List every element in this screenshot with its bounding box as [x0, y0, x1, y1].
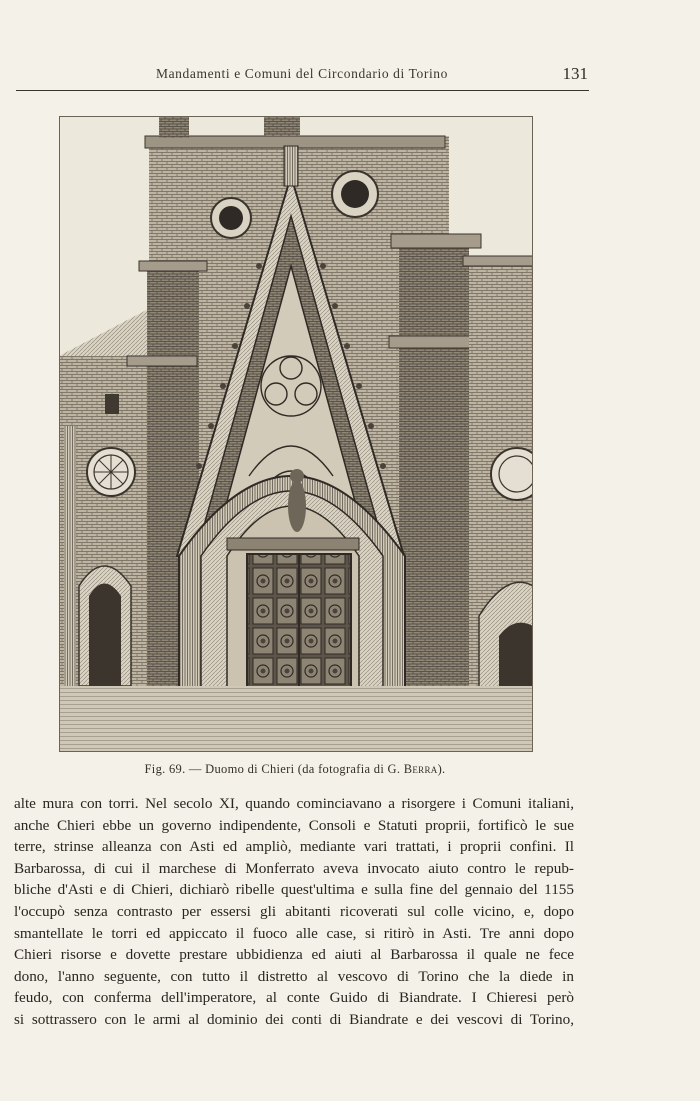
text-line: terre, strinse alleanza con Asti ed ampliò, mediante vari trattati, i proprii confini. Il [14, 838, 574, 856]
text-line: feudo, con conferma dell'imperatore, al conte Guido di Biandrate. I Chieresi però [14, 989, 574, 1007]
text-line: si sottrassero con le armi al dominio dei conti di Biandrate e dei vescovi di Torino, [14, 1010, 574, 1028]
text-line: Chieri risorse e dovette prestare ubbidienza ed aiuti al Barbarossa il quale ne fece [14, 946, 574, 964]
running-head [0, 64, 700, 86]
header-rule [16, 90, 589, 91]
text-line: alte mura con torri. Nel secolo XI, quando cominciavano a risorgere i Comuni italiani, [14, 795, 574, 812]
text-line: anche Chieri ebbe un governo indipendente, Consoli e Statuti proprii, fortificò le sue [14, 816, 574, 834]
text-line: dono, l'anno seguente, con tutto il distretto al vescovo di Torino che la diede in [14, 967, 574, 985]
body-text [14, 793, 574, 1031]
text-line: smantellate le torri ed appiccato il fuoco alle case, si ritirò in Asti. Tre anni dopo [14, 924, 574, 942]
caption-text: Fig. 69. — Duomo di Chieri (da fotografia di G. [144, 762, 404, 776]
text-line: bliche d'Asti e di Chieri, dichiarò ribelle quest'ultima e sulla fine del gennaio del 1155 [14, 881, 574, 899]
caption-end: ). [437, 762, 446, 776]
text-line: l'occupò senza contrasto per essersi gli abitanti ricoverati sul colle vicino, e, dopo [14, 902, 574, 920]
page-number: 131 [562, 64, 588, 83]
caption-photographer: Berra [403, 762, 438, 776]
running-title: Mandamenti e Comuni del Circondario di Torino [155, 66, 448, 81]
duomo-illustration [59, 116, 533, 752]
cathedral-engraving [59, 116, 533, 752]
text-line: Barbarossa, di cui il marchese di Monferrato aveva invocato aiuto contro le repub- [14, 859, 574, 877]
figure-caption [0, 762, 590, 777]
